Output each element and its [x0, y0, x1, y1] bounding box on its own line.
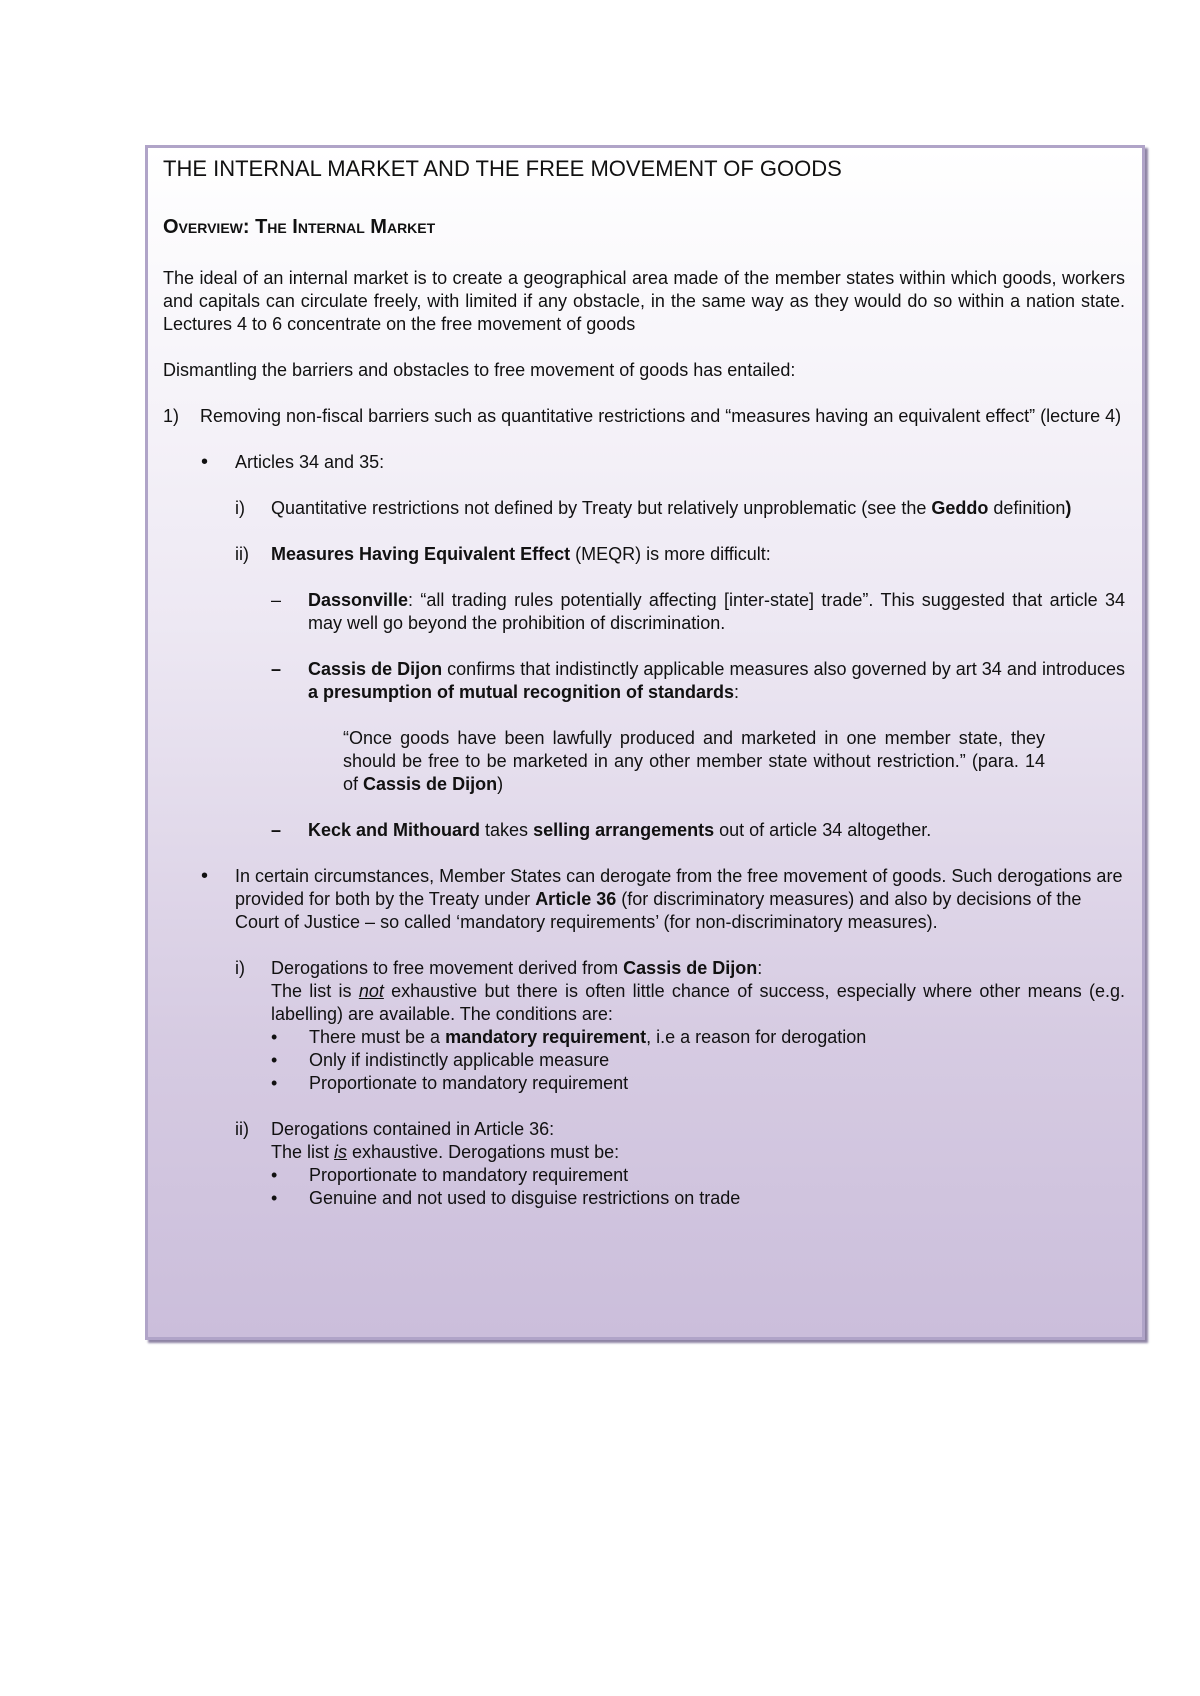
list-item: • Only if indistinctly applicable measure — [271, 1050, 610, 1070]
dash-icon: – — [271, 659, 282, 679]
roman-text: Measures Having Equivalent Effect (MEQR) is more difficult: — [271, 544, 771, 564]
derogation-list-desc: The list is exhaustive. Derogations must be: — [271, 1142, 620, 1162]
dash-item-cassis — [271, 658, 1125, 704]
bullet-icon: • — [271, 1165, 278, 1185]
bullet-derogations — [201, 865, 1125, 934]
dash-item-dassonville — [271, 589, 1125, 635]
roman-item-cassis-derogations — [235, 957, 1125, 1095]
page-title: THE INTERNAL MARKET AND THE FREE MOVEMENT OF GOODS — [163, 156, 842, 181]
roman-number: i) — [235, 958, 245, 978]
list-item: • Proportionate to mandatory requirement — [271, 1165, 629, 1185]
derogation-heading: Derogations contained in Article 36: — [271, 1119, 555, 1139]
conditions-list — [271, 1164, 1125, 1210]
cassis-quote: “Once goods have been lawfully produced and marketed in one member state, they should be free to be marketed in any other member state without restriction.” (para. 14 of Cassis de Dijon) — [343, 728, 1045, 794]
roman-number: i) — [235, 498, 245, 518]
bullet-icon: • — [201, 865, 209, 887]
list-item-1 — [163, 405, 1125, 428]
roman-text — [271, 957, 1125, 1095]
roman-item-i — [235, 497, 1125, 520]
roman-number: ii) — [235, 544, 249, 564]
derogation-list-desc: The list is not exhaustive but there is often little chance of success, especially where other means (e.g. labelling) are available. The conditions are: — [271, 981, 1125, 1024]
dash-text: Keck and Mithouard takes selling arrangements out of article 34 altogether. — [308, 820, 932, 840]
roman-item-article36-derogations — [235, 1118, 1125, 1210]
intro-paragraph: The ideal of an internal market is to create a geographical area made of the member states within which goods, workers and capitals can circulate freely, with limited if any obstacle, in the same way as they would do so within a nation state. Lectures 4 to 6 concentrate on the free movement of goods — [163, 268, 1125, 334]
bullet-icon: • — [271, 1050, 278, 1070]
derogation-heading: Derogations to free movement derived from Cassis de Dijon: — [271, 958, 763, 978]
bullet-icon: • — [271, 1027, 278, 1047]
list-item: • There must be a mandatory requirement, i.e a reason for derogation — [271, 1027, 867, 1047]
roman-text: Quantitative restrictions not defined by Treaty but relatively unproblematic (see the Geddo definition) — [271, 498, 1072, 518]
document-box — [145, 145, 1145, 1340]
bullet-icon: • — [271, 1073, 278, 1093]
list-item-text: Removing non-fiscal barriers such as quantitative restrictions and “measures having an equivalent effect” (lecture 4) — [200, 406, 1122, 426]
bullet-articles — [201, 451, 1125, 474]
roman-number: ii) — [235, 1119, 249, 1139]
bullet-text: In certain circumstances, Member States can derogate from the free movement of goods. Such derogations are provided for both by the Treaty under Article 36 (for discriminatory measures) and also by decisions of the Court of Justice – so called ‘mandatory requirements’ (for non-discriminatory measures). — [235, 866, 1123, 932]
list-number: 1) — [163, 406, 180, 426]
list-item: • Proportionate to mandatory requirement — [271, 1073, 629, 1093]
conditions-list — [271, 1026, 1125, 1095]
section-subtitle: Overview: The Internal Market — [163, 216, 436, 238]
dismantling-paragraph: Dismantling the barriers and obstacles to free movement of goods has entailed: — [163, 360, 796, 380]
roman-item-ii — [235, 543, 1125, 566]
dash-icon: – — [271, 820, 282, 840]
dash-text: Cassis de Dijon confirms that indistinctly applicable measures also governed by art 34 and introduces a presumption of mutual recognition of standards: — [308, 659, 1125, 702]
bullet-icon: • — [201, 451, 209, 473]
dash-icon: – — [271, 590, 282, 610]
list-item: • Genuine and not used to disguise restrictions on trade — [271, 1188, 741, 1208]
dash-item-keck — [271, 819, 1125, 842]
roman-text — [271, 1118, 1125, 1210]
bullet-text: Articles 34 and 35: — [235, 452, 385, 472]
bullet-icon: • — [271, 1188, 278, 1208]
dash-text: Dassonville: “all trading rules potentially affecting [inter-state] trade”. This suggested that article 34 may well go beyond the prohibition of discrimination. — [308, 590, 1125, 633]
